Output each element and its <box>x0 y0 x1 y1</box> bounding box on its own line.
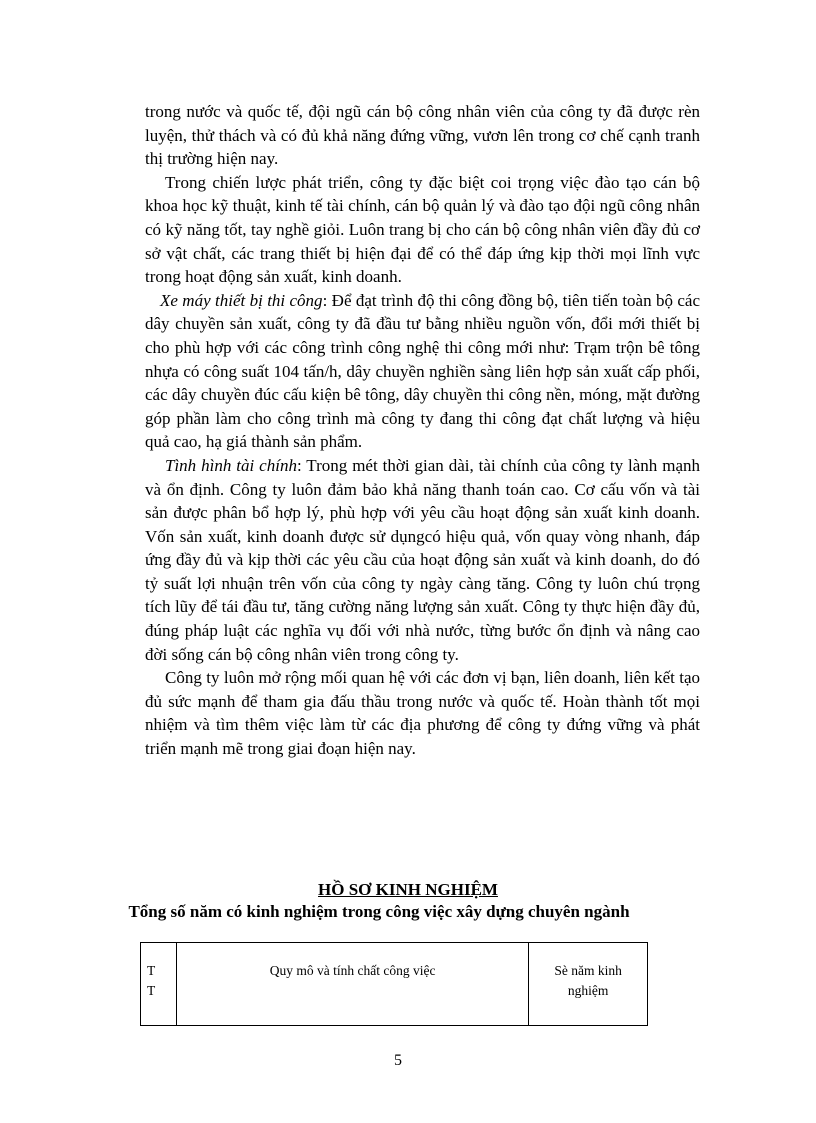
header-years-line-1: Sè năm kinh <box>554 963 622 978</box>
body-text <box>145 100 700 761</box>
paragraph-2: Trong chiến lược phát triển, công ty đặc biệt coi trọng việc đào tạo cán bộ khoa học kỹ thuật, kinh tế tài chính, cán bộ quản lý và đào tạo đội ngũ công nhân có kỹ năng tốt, tay nghề giỏi. Luôn trang bị cho cán bộ công nhân viên đầy đủ cơ sở vật chất, các trang thiết bị hiện đại để có thể đáp ứng kịp thời mọi lĩnh vực trong hoạt động sản xuất, kinh doanh. <box>145 172 700 287</box>
paragraph-1: trong nước và quốc tế, đội ngũ cán bộ công nhân viên của công ty đã được rèn luyện, thử thách và có đủ khả năng đứng vững, vươn lên trong cơ chế cạnh tranh thị trường hiện nay. <box>145 102 700 169</box>
page-number: 5 <box>394 1052 402 1069</box>
paragraph-5: Công ty luôn mở rộng mối quan hệ với các đơn vị bạn, liên doanh, liên kết tạo đủ sức mạnh để tham gia đấu thầu trong nước và quốc tế. Hoàn thành tốt mọi nhiệm và tìm thêm việc làm từ các địa phương để công ty đứng vững và phát triển mạnh mẽ trong giai đoạn hiện nay. <box>145 668 700 759</box>
paragraph-3-lead: Xe máy thiết bị thi công <box>160 290 323 310</box>
table-header-row <box>141 943 648 1026</box>
paragraph-4-text: : Trong mét thời gian dài, tài chính của công ty lành mạnh và ổn định. Công ty luôn đảm bảo khả năng thanh toán cao. Cơ cấu vốn và tài sản được phân bổ hợp lý, phù hợp với yêu cầu hoạt động sản xuất kinh doanh. Vốn sản xuất, kinh doanh được sử dụngcó hiệu quả, vốn quay vòng nhanh, đáp ứng đầy đủ và kịp thời các yêu cầu của hoạt động sản xuất và kinh doanh, do đó tỷ suất lợi nhuận trên vốn của công ty ngày càng tăng. Công ty luôn chú trọng tích lũy để tái đầu tư, tăng cường năng lượng sản xuất. Công ty thực hiện đầy đủ, đúng pháp luật các nghĩa vụ đối với nhà nước, từng bước ổn định và nâng cao đời sống cán bộ công nhân viên trong công ty. <box>145 455 700 664</box>
section-title: HỒ SƠ KINH NGHIỆM <box>318 880 498 899</box>
header-index-line-2: T <box>147 983 156 998</box>
header-years-line-2: nghiệm <box>567 983 609 998</box>
experience-table <box>140 942 648 1026</box>
section-subtitle: Tổng số năm có kinh nghiệm trong công việc xây dựng chuyên ngành <box>128 902 630 921</box>
header-years <box>529 943 648 1026</box>
header-scope: Quy mô và tính chất công việc <box>176 943 528 1026</box>
paragraph-4 <box>145 454 700 666</box>
paragraph-4-lead: Tình hình tài chính <box>165 455 297 475</box>
header-index <box>141 943 177 1026</box>
header-index-line-1: T <box>147 963 156 978</box>
paragraph-3 <box>145 289 700 454</box>
paragraph-3-text: : Để đạt trình độ thi công đồng bộ, tiên tiến toàn bộ các dây chuyền sản xuất, công ty đã đầu tư bằng nhiều nguồn vốn, đổi mới thiết bị cho phù hợp với các công trình công nghệ thi công mới như: Trạm trộn bê tông nhựa có công suất 104 tấn/h, dây chuyền nghiền sàng liên hợp sản xuất cấp phối, các dây chuyền đúc cấu kiện bê tông, dây chuyền thi công nền, móng, mặt đường góp phần làm cho công trình mà công ty đang thi công đạt chất lượng và hiệu quả cao, hạ giá thành sản phẩm. <box>145 290 700 452</box>
